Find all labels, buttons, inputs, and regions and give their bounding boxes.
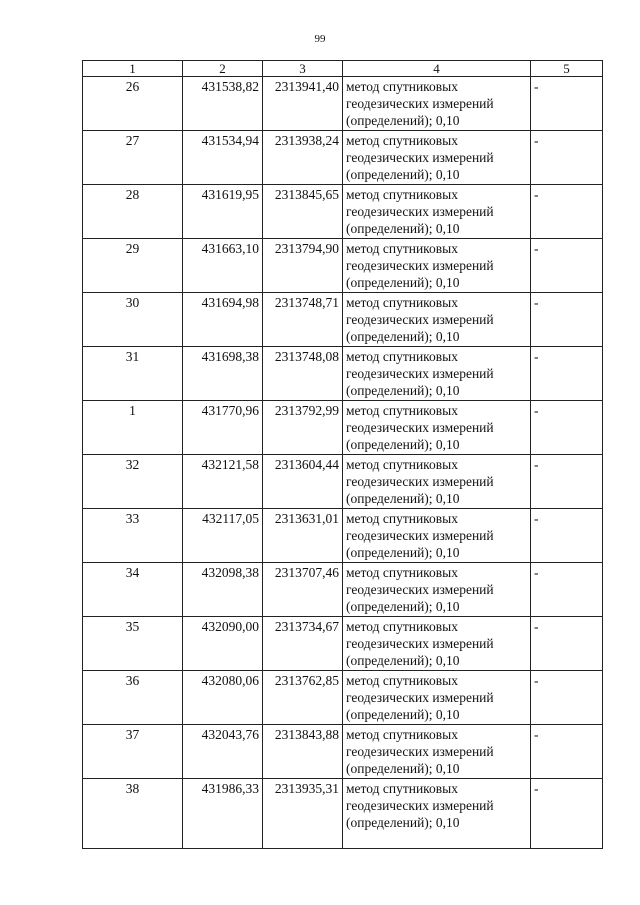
table-row xyxy=(83,293,603,347)
table-row xyxy=(83,509,603,563)
note-cell: - xyxy=(531,185,603,239)
x-coordinate-cell: 432043,76 xyxy=(183,725,263,779)
coordinates-table xyxy=(82,60,603,849)
y-coordinate-cell: 2313941,40 xyxy=(263,77,343,131)
point-number-cell: 38 xyxy=(83,779,183,849)
note-cell: - xyxy=(531,509,603,563)
note-cell: - xyxy=(531,455,603,509)
x-coordinate-cell: 431534,94 xyxy=(183,131,263,185)
method-cell: метод спутниковых геодезических измерений (определений); 0,10 xyxy=(343,77,531,131)
table-row xyxy=(83,131,603,185)
method-cell: метод спутниковых геодезических измерений (определений); 0,10 xyxy=(343,617,531,671)
column-header-4: 4 xyxy=(343,61,531,77)
point-number-cell: 32 xyxy=(83,455,183,509)
y-coordinate-cell: 2313734,67 xyxy=(263,617,343,671)
column-header-2: 2 xyxy=(183,61,263,77)
point-number-cell: 34 xyxy=(83,563,183,617)
method-cell: метод спутниковых геодезических измерений (определений); 0,10 xyxy=(343,455,531,509)
table-row xyxy=(83,347,603,401)
note-cell: - xyxy=(531,779,603,849)
method-cell: метод спутниковых геодезических измерений (определений); 0,10 xyxy=(343,239,531,293)
point-number-cell: 1 xyxy=(83,401,183,455)
note-cell: - xyxy=(531,563,603,617)
method-cell: метод спутниковых геодезических измерений (определений); 0,10 xyxy=(343,401,531,455)
method-cell: метод спутниковых геодезических измерений (определений); 0,10 xyxy=(343,509,531,563)
y-coordinate-cell: 2313792,99 xyxy=(263,401,343,455)
x-coordinate-cell: 431986,33 xyxy=(183,779,263,849)
column-header-3: 3 xyxy=(263,61,343,77)
note-cell: - xyxy=(531,617,603,671)
x-coordinate-cell: 431538,82 xyxy=(183,77,263,131)
y-coordinate-cell: 2313707,46 xyxy=(263,563,343,617)
point-number-cell: 35 xyxy=(83,617,183,671)
column-header-5: 5 xyxy=(531,61,603,77)
method-cell: метод спутниковых геодезических измерений (определений); 0,10 xyxy=(343,185,531,239)
x-coordinate-cell: 432090,00 xyxy=(183,617,263,671)
table-row xyxy=(83,563,603,617)
x-coordinate-cell: 431770,96 xyxy=(183,401,263,455)
x-coordinate-cell: 431698,38 xyxy=(183,347,263,401)
x-coordinate-cell: 432080,06 xyxy=(183,671,263,725)
table-row xyxy=(83,671,603,725)
column-header-1: 1 xyxy=(83,61,183,77)
point-number-cell: 37 xyxy=(83,725,183,779)
method-cell: метод спутниковых геодезических измерений (определений); 0,10 xyxy=(343,779,531,849)
x-coordinate-cell: 431663,10 xyxy=(183,239,263,293)
table-row xyxy=(83,455,603,509)
x-coordinate-cell: 432121,58 xyxy=(183,455,263,509)
point-number-cell: 33 xyxy=(83,509,183,563)
table-row xyxy=(83,185,603,239)
table-body xyxy=(83,77,603,849)
y-coordinate-cell: 2313762,85 xyxy=(263,671,343,725)
note-cell: - xyxy=(531,725,603,779)
table-header-row xyxy=(83,61,603,77)
y-coordinate-cell: 2313845,65 xyxy=(263,185,343,239)
y-coordinate-cell: 2313843,88 xyxy=(263,725,343,779)
method-cell: метод спутниковых геодезических измерений (определений); 0,10 xyxy=(343,293,531,347)
note-cell: - xyxy=(531,401,603,455)
note-cell: - xyxy=(531,671,603,725)
table-row xyxy=(83,779,603,849)
note-cell: - xyxy=(531,293,603,347)
note-cell: - xyxy=(531,77,603,131)
y-coordinate-cell: 2313938,24 xyxy=(263,131,343,185)
point-number-cell: 29 xyxy=(83,239,183,293)
point-number-cell: 31 xyxy=(83,347,183,401)
y-coordinate-cell: 2313604,44 xyxy=(263,455,343,509)
point-number-cell: 28 xyxy=(83,185,183,239)
note-cell: - xyxy=(531,131,603,185)
note-cell: - xyxy=(531,347,603,401)
table-row xyxy=(83,239,603,293)
y-coordinate-cell: 2313748,08 xyxy=(263,347,343,401)
page-number: 99 xyxy=(314,33,326,45)
y-coordinate-cell: 2313631,01 xyxy=(263,509,343,563)
table-row xyxy=(83,401,603,455)
x-coordinate-cell: 432117,05 xyxy=(183,509,263,563)
x-coordinate-cell: 432098,38 xyxy=(183,563,263,617)
y-coordinate-cell: 2313794,90 xyxy=(263,239,343,293)
table-row xyxy=(83,725,603,779)
method-cell: метод спутниковых геодезических измерений (определений); 0,10 xyxy=(343,347,531,401)
point-number-cell: 27 xyxy=(83,131,183,185)
note-cell: - xyxy=(531,239,603,293)
point-number-cell: 30 xyxy=(83,293,183,347)
x-coordinate-cell: 431694,98 xyxy=(183,293,263,347)
point-number-cell: 36 xyxy=(83,671,183,725)
table-row xyxy=(83,77,603,131)
point-number-cell: 26 xyxy=(83,77,183,131)
method-cell: метод спутниковых геодезических измерений (определений); 0,10 xyxy=(343,671,531,725)
y-coordinate-cell: 2313935,31 xyxy=(263,779,343,849)
method-cell: метод спутниковых геодезических измерений (определений); 0,10 xyxy=(343,725,531,779)
x-coordinate-cell: 431619,95 xyxy=(183,185,263,239)
method-cell: метод спутниковых геодезических измерений (определений); 0,10 xyxy=(343,131,531,185)
y-coordinate-cell: 2313748,71 xyxy=(263,293,343,347)
method-cell: метод спутниковых геодезических измерений (определений); 0,10 xyxy=(343,563,531,617)
table-row xyxy=(83,617,603,671)
